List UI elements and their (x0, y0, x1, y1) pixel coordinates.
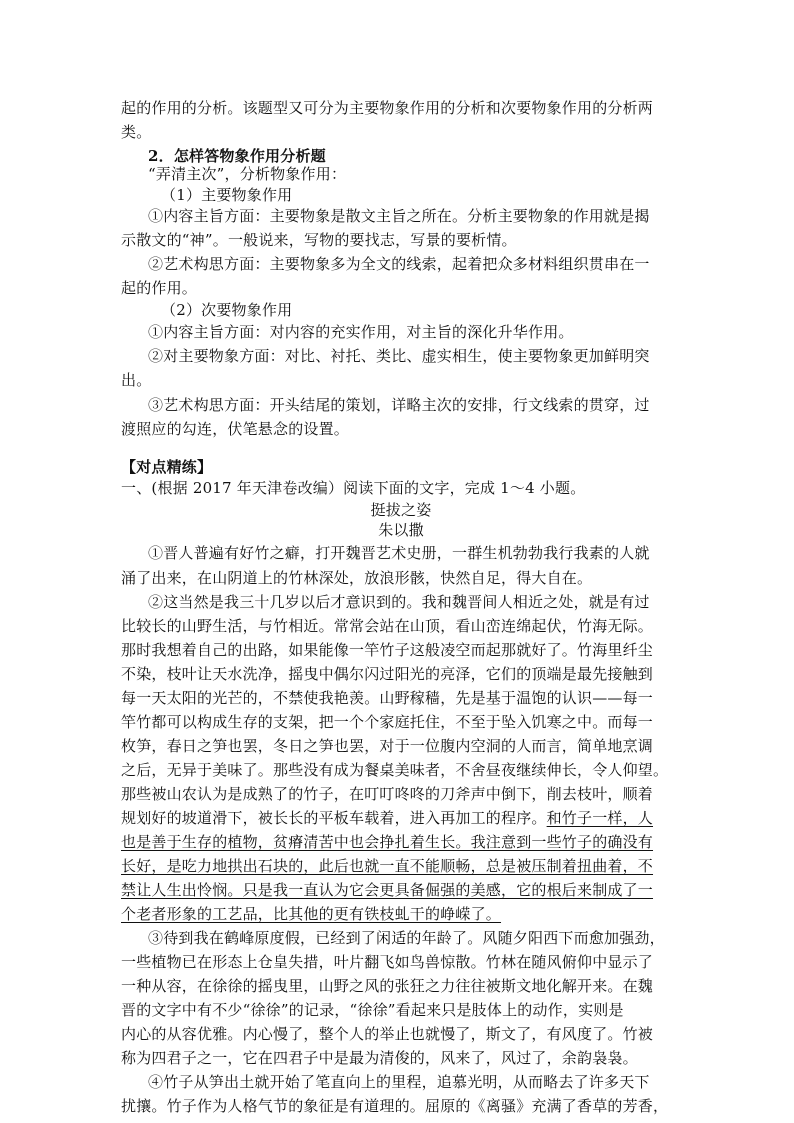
underlined-line: 禁让人生出怜悯。只是我一直认为它会更具备倔强的美感，它的根后来制成了一 (121, 881, 654, 899)
text-line: 之后，无异于美味了。那些没有成为餐桌美味者，不舍昼夜继续伸长，令人仰望。 (121, 761, 669, 779)
text-line: 起的作用的分析。该题型又可分为主要物象作用的分析和次要物象作用的分析两 (121, 99, 654, 117)
text-line: 不染，枝叶让天水洗净，摇曳中偶尔闪过阳光的亮泽，它们的顶端是最先接触到 (121, 665, 654, 683)
text-line: ②艺术构思方面：主要物象多为全文的线索，起着把众多材料组织贯串在一 (148, 255, 650, 273)
underlined-line: 个老者形象的工艺品，比其他的更有铁枝虬干的峥嵘了。 (121, 905, 502, 923)
text-line: ②这当然是我三十几岁以后才意识到的。我和魏晋间人相近之处，就是有过 (148, 593, 650, 611)
text-line: “弄清主次”，分析物象作用： (148, 165, 347, 183)
text-line: 起的作用。 (121, 279, 198, 297)
text-line: 出。 (121, 371, 152, 389)
text-line: ①晋人普遍有好竹之癖，打开魏晋艺术史册，一群生机勃勃我行我素的人就 (148, 544, 650, 562)
practice-intro: 一、(根据 2017 年天津卷改编）阅读下面的文字，完成 1～4 小题。 (121, 479, 586, 497)
text-line: 内心的从容优雅。内心慢了，整个人的举止也就慢了，斯文了，有风度了。竹被 (121, 1025, 654, 1043)
text-line: 竿竹都可以构成生存的支架，把一个个家庭托住，不至于坠入饥寒之中。而每一 (121, 713, 654, 731)
text-line: 称为四君子之一，它在四君子中是最为清俊的，风来了，风过了，余韵袅袅。 (121, 1049, 638, 1067)
text-line (121, 806, 681, 830)
underlined-text: 和竹子一样，人 (546, 809, 654, 827)
text-line: 每一天太阳的光芒的，不禁使我艳羡。山野稼穑，先是基于温饱的认识——每一 (121, 689, 654, 707)
text-line: 晋的文字中有不少“徐徐”的记录，“徐徐”看起来只是肢体上的动作，实则是 (121, 1001, 624, 1019)
text-line: 一些植物已在形态上仓皇失措，叶片翻飞如鸟兽惊散。竹林在随风俯仰中显示了 (121, 953, 654, 971)
essay-author: 朱以撒 (378, 521, 424, 539)
text-line: 示散文的“神”。一般说来，写物的要找志，写景的要析情。 (121, 231, 517, 249)
text-line: 那时我想着自己的出路，如果能像一竿竹子这般凌空而起那就好了。竹海里纤尘 (121, 641, 654, 659)
subheading: （1）主要物象作用 (161, 186, 293, 204)
text-line: 扰攘。竹子作为人格气节的象征是有道理的。屈原的《离骚》充满了香草的芳香， (121, 1097, 669, 1115)
text-segment: 规划好的坡道滑下，被长长的平板车载着，进入再加工的程序。 (121, 809, 547, 827)
text-line: 类。 (121, 123, 152, 141)
text-line: 一种从容，在徐徐的摇曳里，山野之风的张狂之力往往被斯文地化解开来。在魏 (121, 977, 654, 995)
text-line: ④竹子从笋出土就开始了笔直向上的里程，追慕光明，从而略去了许多天下 (148, 1073, 650, 1091)
text-line: 比较长的山野生活，与竹相近。常常会站在山顶，看山峦连绵起伏，竹海无际。 (121, 617, 654, 635)
text-line: ①内容主旨方面：主要物象是散文主旨之所在。分析主要物象的作用就是揭 (148, 207, 650, 225)
text-line: ③待到我在鹤峰原度假，已经到了闲适的年龄了。风随夕阳西下而愈加强劲， (148, 929, 665, 947)
section-heading: 2．怎样答物象作用分析题 (148, 147, 326, 165)
text-line: ①内容主旨方面：对内容的充实作用，对主旨的深化升华作用。 (148, 323, 574, 341)
text-line: ③艺术构思方面：开头结尾的策划，详略主次的安排，行文线索的贯穿，过 (148, 396, 650, 414)
practice-heading: 【对点精练】 (121, 458, 213, 476)
subheading: （2）次要物象作用 (161, 301, 293, 319)
text-line: 涌了出来，在山阴道上的竹林深处，放浪形骸，快然自足，得大自在。 (121, 569, 593, 587)
text-line: 渡照应的勾连，伏笔悬念的设置。 (121, 420, 350, 438)
underlined-line: 也是善于生存的植物，贫瘠清苦中也会挣扎着生长。我注意到一些竹子的确没有 (121, 833, 654, 851)
underlined-line: 长好，是吃力地拱出石块的，此后也就一直不能顺畅，总是被压制着扭曲着，不 (121, 857, 654, 875)
text-line: ②对主要物象方面：对比、衬托、类比、虚实相生，使主要物象更加鲜明突 (148, 347, 650, 365)
text-line: 那些被山农认为是成熟了的竹子，在叮叮咚咚的刀斧声中倒下，削去枝叶，顺着 (121, 785, 654, 803)
essay-title: 挺拔之姿 (370, 501, 432, 519)
text-line: 枚笋，春日之笋也罢，冬日之笋也罢，对于一位腹内空洞的人而言，简单地烹调 (121, 737, 654, 755)
